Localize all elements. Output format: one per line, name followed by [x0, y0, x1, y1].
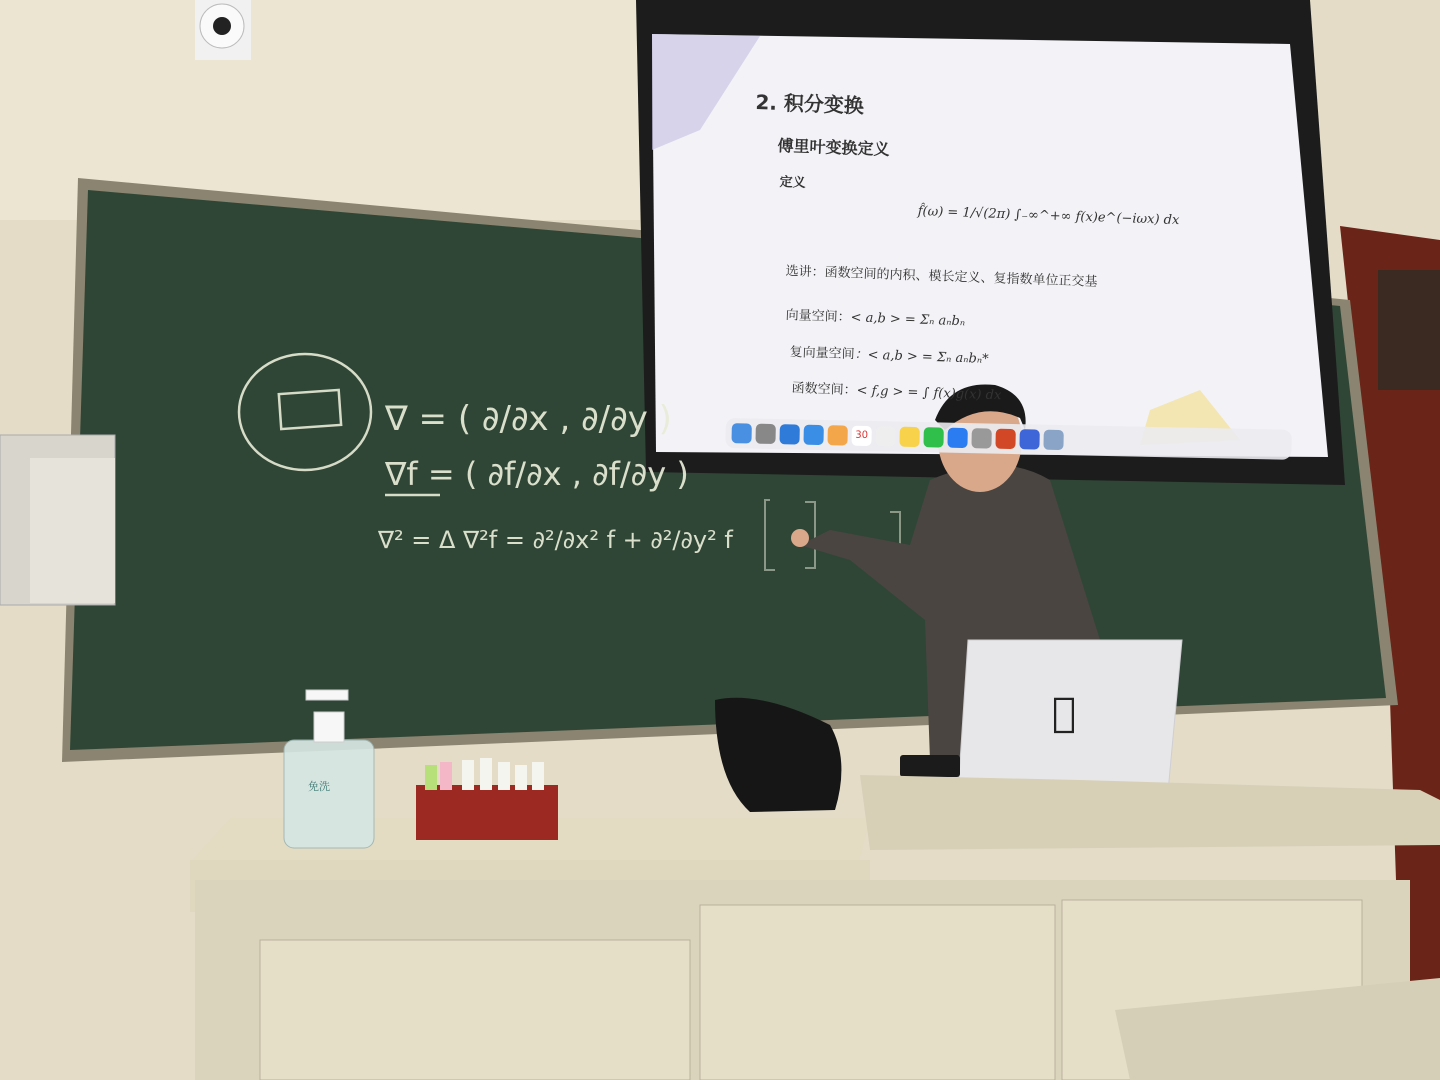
complex-space-formula: ：< a,b > = Σₙ aₙbₙ* [854, 347, 989, 367]
wechat-icon[interactable] [923, 427, 943, 447]
photos-icon[interactable] [827, 425, 847, 445]
sanitizer-label: 免洗 [308, 780, 330, 793]
reminders-icon[interactable] [875, 426, 895, 446]
fourier-formula: f̂(ω) = 1/√(2π) ∫₋∞^+∞ f(x)e^(−iωx) dx [917, 204, 1180, 229]
preview-icon[interactable] [1043, 430, 1063, 450]
calendar-icon[interactable]: 30 [851, 426, 871, 446]
launchpad-icon[interactable] [755, 424, 775, 444]
vector-space-formula: < a,b > = Σₙ aₙbₙ [850, 310, 966, 330]
slide-title: 2. 积分变换 [755, 89, 865, 118]
slide-subtitle: 傅里叶变换定义 [777, 135, 890, 159]
function-space-label: 函数空间： [791, 380, 857, 399]
finder-icon[interactable] [731, 423, 751, 443]
keynote-icon[interactable] [1019, 429, 1039, 449]
complex-space-label: 复向量空间 [789, 344, 855, 363]
chalk-laplacian: ∇² = Δ ∇²f = ∂²/∂x² f + ∂²/∂y² f [378, 526, 733, 554]
chalk-gradient: ∇f = ( ∂f/∂x , ∂f/∂y ) [385, 455, 689, 493]
function-space-formula: < f,g > = ∫ f(x)g(x) dx [856, 383, 1002, 404]
mail-icon[interactable] [803, 425, 823, 445]
powerpoint-icon[interactable] [995, 429, 1015, 449]
notes-icon[interactable] [899, 427, 919, 447]
apple-logo-icon [1052, 690, 1076, 736]
vector-space-label: 向量空间： [785, 307, 851, 326]
slide-definition-label: 定义 [779, 174, 806, 191]
chalk-nabla: ∇ = ( ∂/∂x , ∂/∂y ) [385, 399, 672, 439]
slide-lecture-note: 选讲：函数空间的内积、模长定义、复指数单位正交基 [785, 263, 1098, 290]
settings-icon[interactable] [971, 428, 991, 448]
security-camera [195, 0, 251, 60]
appstore-icon[interactable] [947, 428, 967, 448]
safari-icon[interactable] [779, 424, 799, 444]
